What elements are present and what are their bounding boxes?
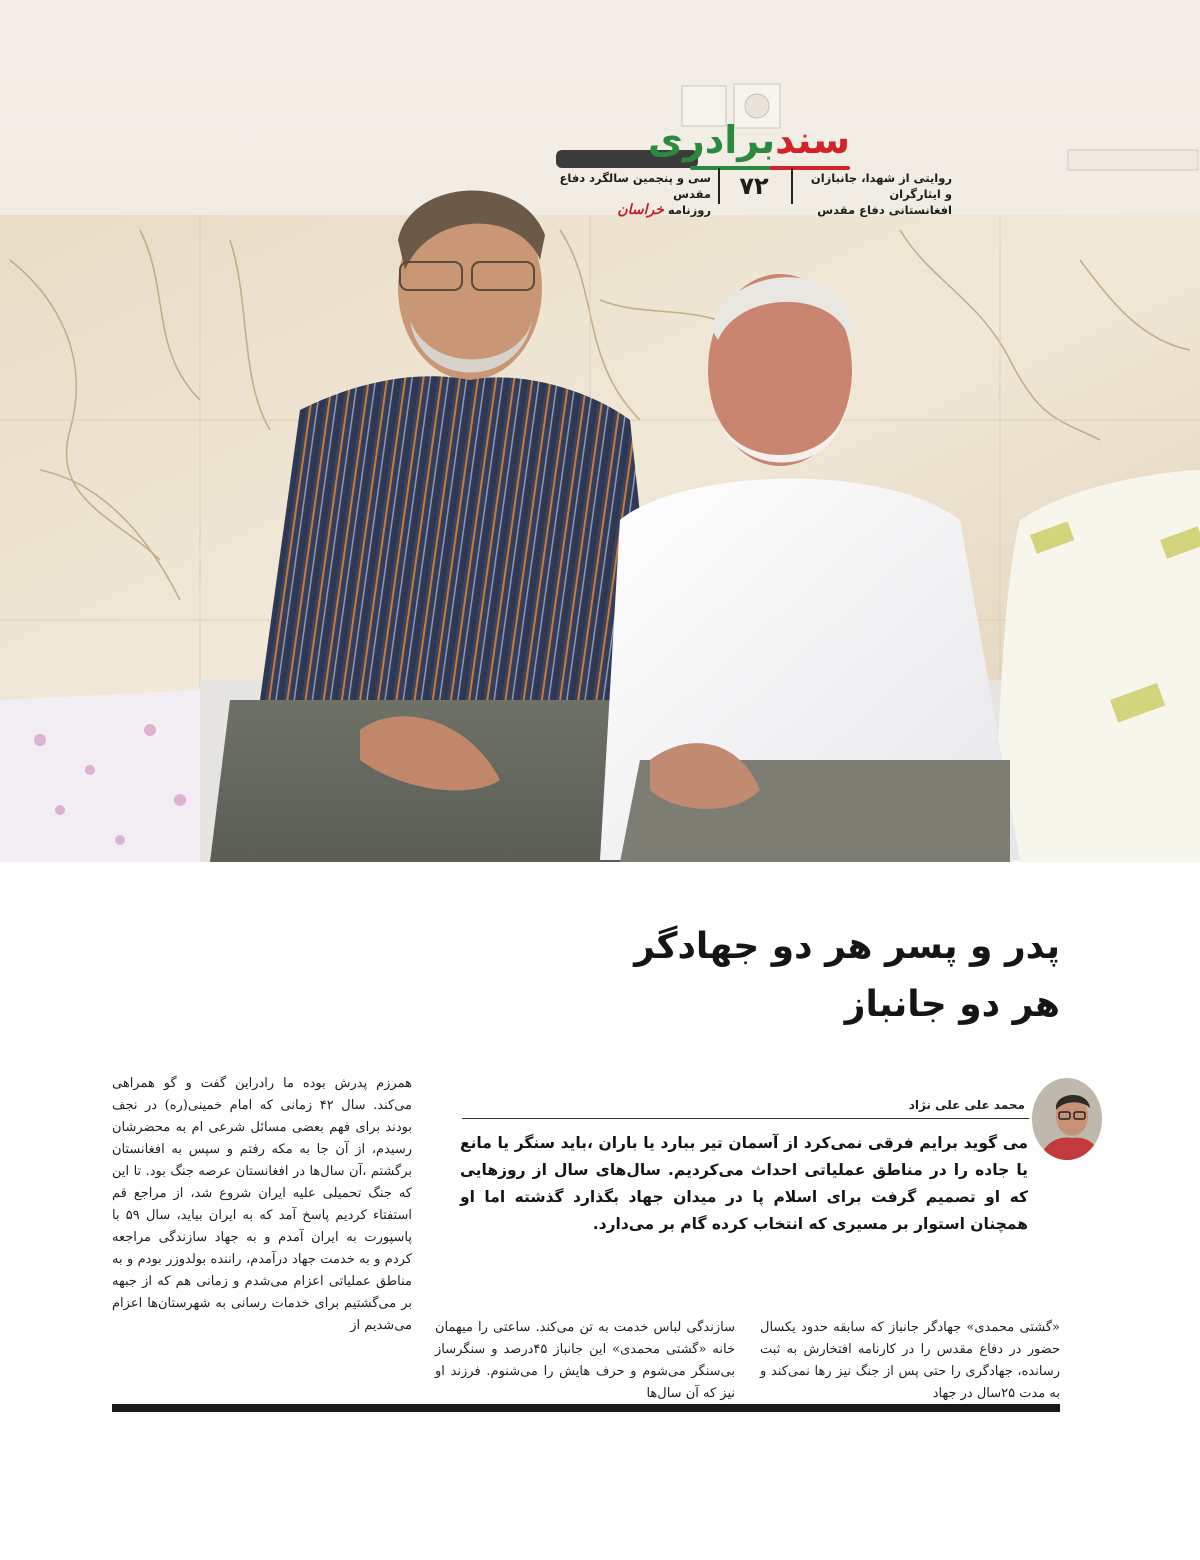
issue-number: ۷۲ [739, 172, 769, 200]
article-lead: می گوید برایم فرقی نمی‌کرد از آسمان تیر ببارد یا باران ،باید سنگر یا مانع یا جاده را در مناطق عملیاتی احداث می‌کردیم. سال‌های سال از روزهایی که او تصمیم گرفت برای اسلام پا در میدان جهاد بگذارد گذشته اما او همچنان استوار بر مسیری که انتخاب کرده گام بر می‌دارد. [460, 1134, 1028, 1233]
author-name: محمد علی علی نژاد [908, 1098, 1025, 1112]
magazine-logo: سندبرادری [648, 118, 850, 162]
newspaper-name: خراسان [617, 202, 664, 218]
author-avatar [1032, 1078, 1102, 1160]
author-portrait [1032, 1078, 1102, 1160]
article-headline: پدر و پسر هر دو جهادگر هر دو جانباز [634, 926, 1060, 1025]
divider [718, 168, 720, 204]
series-title: روایتی از شهدا، جانبازان و ایثارگران افغانستانی دفاع مقدس [810, 171, 952, 217]
author-divider [462, 1118, 1029, 1119]
divider [791, 168, 793, 204]
body-column-left: همرزم پدرش بوده ما رادراین گفت و گو همراهی می‌کند. سال ۴۲ زمانی که امام خمینی(ره) در نجف بودند برای فهم بعضی مسائل شرعی ام به محضرشان رسیدم، از آن جا به مکه رفتم و سپس به افغانستان برگشتم ،آن سال‌ها در افغانستان عرصه جنگ بود. تا این که جنگ تحمیلی علیه ایران شروع شد، از مراجع قم استفتاء کردیم پاسخ آمد که به ایران بیاید، سال ۵۹ با پاسپورت به ایران آمدم و به جهاد سازندگی مراجعه کردم و به خدمت جهاد درآمدم، راننده بولدوزر بودم و به مناطق عملیاتی اعزام می‌شدم و زمانی هم که از جبهه بر می‌گشتیم برای خدمات رسانی به شهرستان‌ها اعزام می‌شدیم از [112, 1076, 412, 1333]
body-column-right: «گشتی محمدی» جهادگر جانباز که سابقه حدود یکسال حضور در دفاع مقدس را در کارنامه افتخارش به ثبت رسانده، جهادگری را حتی پس از جنگ نیز رها نمی‌کند و به مدت ۲۵سال در جهاد [760, 1320, 1060, 1401]
page-bottom-rule [112, 1404, 1060, 1412]
anniversary-note: سی و پنجمین سالگرد دفاع مقدس روزنامه خراسان [559, 171, 711, 218]
body-column-middle: سازندگی لباس خدمت به تن می‌کند. ساعتی را میهمان خانه «گشتی محمدی» این جانباز ۴۵درصد و سنگرساز بی‌سنگر می‌شوم و حرف هایش را می‌شنوم. فرزند او نیز که آن سال‌ها [435, 1320, 735, 1401]
